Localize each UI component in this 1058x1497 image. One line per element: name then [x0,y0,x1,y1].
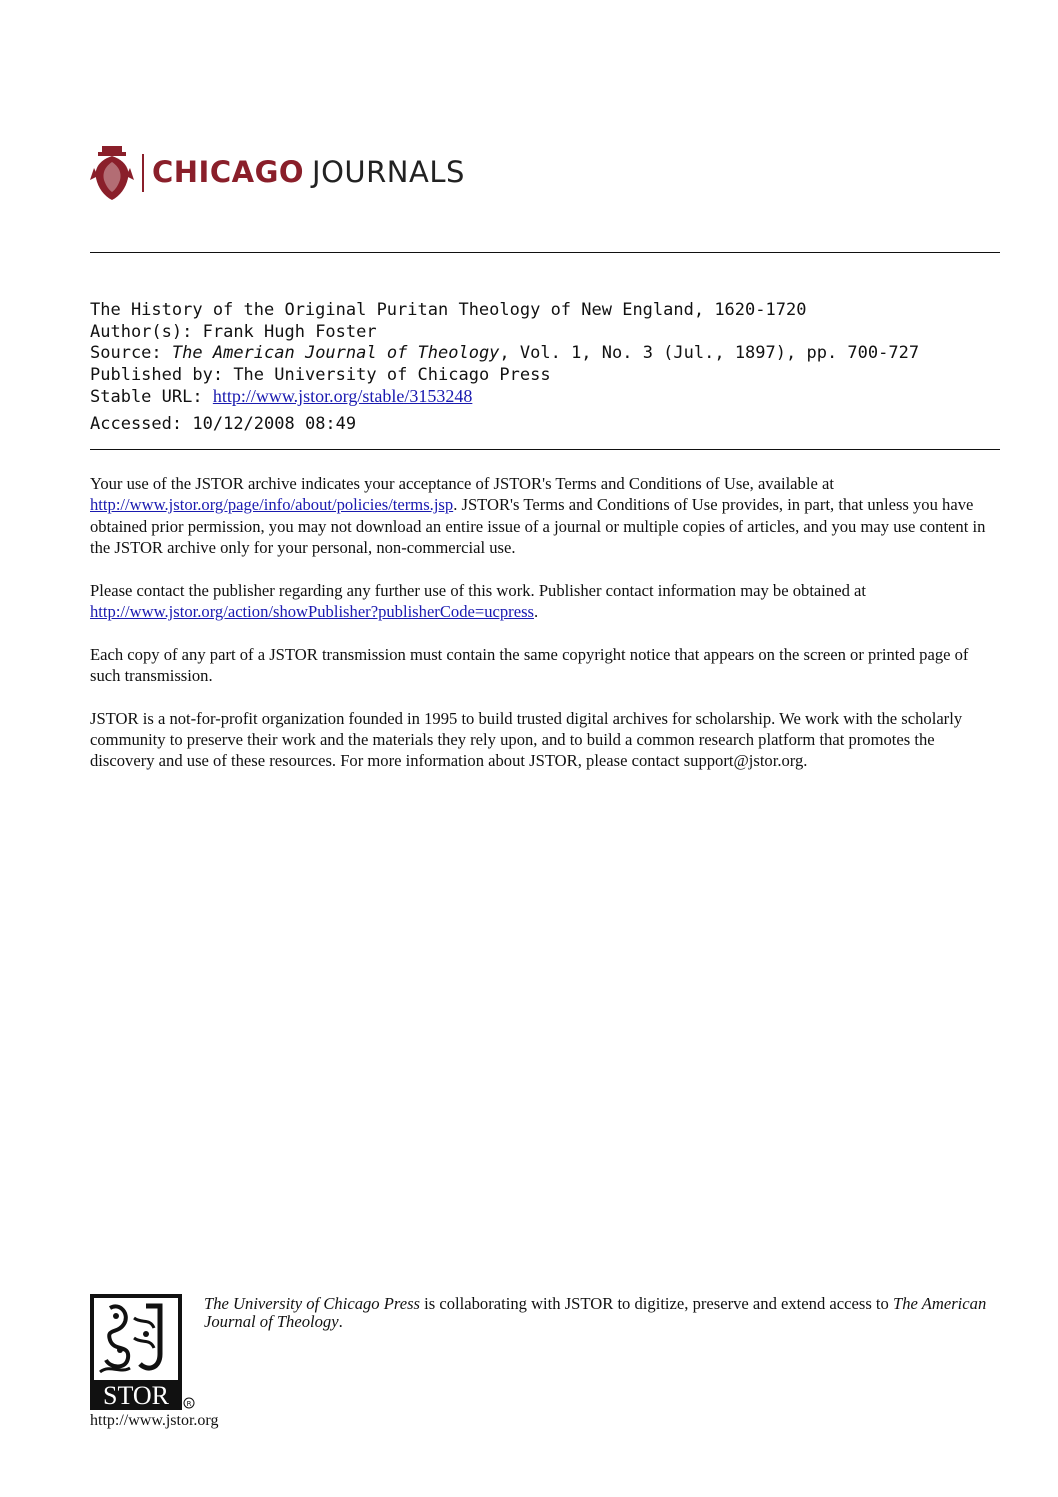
terms-paragraph-4: JSTOR is a not-for-profit organization founded in 1995 to build trusted digital archives for scholarship. We work with the scholarly community to preserve their work and the materials they rely upon, and to build a common research platform that promotes the discovery and use of these resources. For more information about JSTOR, please contact support@jstor.org. [90,708,963,771]
terms-text-continued: . JSTOR's Terms and Conditions of Use provides, in part, that unless you have obtained prior permission, you may not download an entire issue of a journal or multiple copies of articles, and you may use content in the JSTOR archive only for your personal, non-commercial use. [90,495,986,557]
publisher-contact-text: Please contact the publisher regarding any further use of this work. Publisher contact information may be obtained at [90,580,866,600]
source-label: Source: [90,343,162,363]
terms-of-use [90,473,995,793]
stable-url-label: Stable URL: [90,387,203,407]
terms-paragraph-3: Each copy of any part of a JSTOR transmission must contain the same copyright notice that appears on the screen or printed page of such transmission. [90,644,969,686]
article-metadata [90,300,1000,435]
jstor-url-link[interactable]: http://www.jstor.org [90,1412,219,1429]
author-label: Author(s): [90,321,193,342]
divider-top [90,252,1000,253]
article-title: The History of the Original Puritan Theology of New England, 1620-1720 [90,300,807,320]
jstor-logo-icon [90,1294,196,1410]
accessed-date: 10/12/2008 08:49 [192,413,357,434]
source-line [90,343,1000,365]
terms-paragraph-2 [90,580,995,623]
collab-text: is collaborating with JSTOR to digitize, preserve and extend access to [420,1294,893,1313]
logo-divider [142,154,144,192]
terms-link[interactable]: http://www.jstor.org/page/info/about/policies/terms.jsp [90,495,454,515]
publisher-label: Published by: [90,364,224,385]
svg-text:R: R [186,1400,192,1408]
publisher-contact-link[interactable]: http://www.jstor.org/action/showPublisher?publisherCode=ucpress [90,601,534,621]
author-line [90,322,1000,344]
jstor-logo-text: STOR [103,1381,169,1410]
publisher-contact-end: . [533,601,539,621]
publisher-name: The University of Chicago Press [233,364,551,385]
divider-bottom [90,449,1000,450]
collaboration-note [204,1295,994,1331]
accessed-label: Accessed: [90,413,183,434]
collab-end: . [338,1312,343,1331]
source-details: , Vol. 1, No. 3 (Jul., 1897), pp. 700-727 [499,343,920,363]
brand-primary: CHICAGO [152,155,305,189]
terms-paragraph-1 [90,473,995,558]
brand-secondary: JOURNALS [312,155,465,189]
author-name: Frank Hugh Foster [202,321,377,342]
stable-url-line [90,386,1000,409]
stable-url-link[interactable]: http://www.jstor.org/stable/3153248 [212,386,473,406]
chicago-journals-logo [90,146,490,206]
collab-press: The University of Chicago Press [204,1294,421,1313]
publisher-line [90,365,1000,387]
logo-wordmark [152,152,465,192]
collab-journal: The American Journal of Theology [204,1294,987,1331]
terms-text: Your use of the JSTOR archive indicates your acceptance of JSTOR's Terms and Conditions of Use, available at [90,474,834,493]
journal-name: The American Journal of Theology [171,343,500,363]
phoenix-crest-icon [90,146,134,202]
accessed-line [90,414,1000,436]
